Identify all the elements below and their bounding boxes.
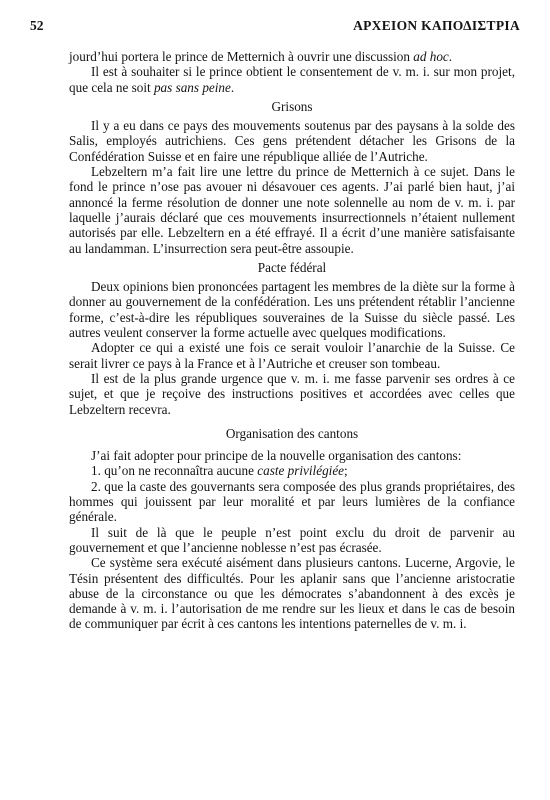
paragraph: Ce système sera exécuté aisément dans plusieurs cantons. Lucerne, Argovie, le Tésin présentent des difficultés. Pour les aplanir sans que l’ancienne aristocratie abuse de la circonstance ou que les démocrates s’abandonnent à des excès je demande à v. m. i. l’autorisation de me rendre sur les lieux et dans le cas de besoin de communiquer par écrit à ces cantons les intentions paternelles de v. m. i. [69, 555, 515, 632]
paragraph-continuation [69, 49, 515, 64]
paragraph: Lebzeltern m’a fait lire une lettre du prince de Metternich à ce sujet. Dans le fond le prince n’ose pas avouer ni désavouer ces agents. J’ai parlé bien haut, j’ai annoncé la ferme résolution de donner une note solennelle au nom de v. m. i. par laquelle j’aurais déclaré que ces mouvements insurrectionnels n’étaient nullement autorisés par elle. Lebzeltern en a été effrayé. Il a écrit d’une manière satisfaisante au landamman. L’insurrection sera peut-être assoupie. [69, 164, 515, 256]
text-span: Il est à souhaiter si le prince obtient le consentement de v. m. i. sur mon projet, que cela ne soit [69, 64, 515, 95]
section-heading-grisons: Grisons [271, 98, 313, 114]
page-number: 52 [30, 18, 44, 33]
list-item [69, 463, 515, 478]
list-item: 2. que la caste des gouvernants sera composée des plus grands propriétaires, des hommes qui jouissent par leur moralité et par leurs lumières de la confiance générale. [69, 478, 515, 525]
section-heading-pacte-federal: Pacte fédéral [257, 259, 327, 275]
section-heading-organisation: Organisation des cantons [225, 425, 359, 441]
paragraph [69, 64, 515, 95]
paragraph: Adopter ce qui a existé une fois ce serait vouloir l’anarchie de la Suisse. Ce serait livrer ce pays à la France et à l’Autriche et creuser son tombeau. [69, 340, 515, 371]
text-span: . [230, 79, 235, 95]
text-span: ; [344, 463, 348, 479]
paragraph: Il est de la plus grande urgence que v. m. i. me fasse parvenir ses ordres à ce sujet, et que je reçoive des instructions positives et accordées avec celles que Lebzeltern recevra. [69, 370, 515, 417]
running-title: ΑΡΧΕΙΟΝ ΚΑΠΟΔΙΣΤΡΙΑ [353, 18, 520, 33]
text-span: . [448, 49, 453, 64]
italic-span: pas sans peine [153, 79, 231, 95]
text-span: jourd’hui portera le prince de Metternich à ouvrir une discussion [69, 49, 414, 64]
document-body [69, 49, 515, 632]
paragraph: Il y a eu dans ce pays des mouvements soutenus par des paysans à la solde des Salis, employés autrichiens. Ces gens prétendent détacher les Grisons de la Confédération Suisse et en faire une république alliée de l’Autriche. [69, 118, 515, 164]
text-span: 1. qu’on ne reconnaîtra aucune [91, 463, 258, 479]
paragraph: J’ai fait adopter pour principe de la nouvelle organisation des cantons: [91, 448, 462, 464]
paragraph: Deux opinions bien prononcées partagent les membres de la diète sur la forme à donner au gouvernement de la confédération. Les uns prétendent rétablir l’ancienne forme, c’est-à-dire les républiques souveraines de la Suisse du siècle passé. Les autres veulent conserver la forme actuelle avec quelques modifications. [69, 279, 515, 341]
paragraph: Il suit de là que le peuple n’est point exclu du droit de parvenir au gouvernement et que l’ancienne noblesse n’est pas écrasée. [69, 524, 515, 555]
italic-span: caste privilégiée [257, 463, 345, 479]
italic-span: ad hoc [413, 49, 449, 64]
page-header [30, 18, 520, 36]
